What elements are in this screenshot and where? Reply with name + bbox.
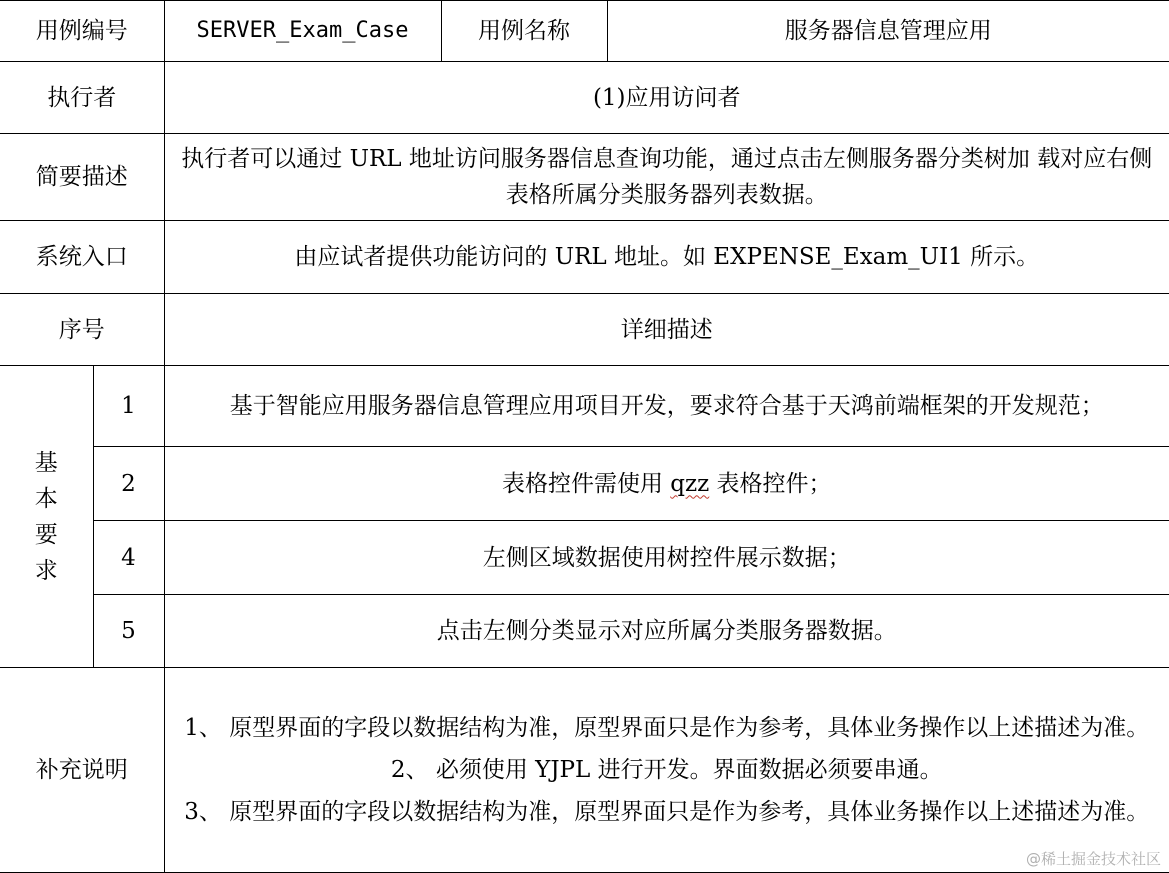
executor-label: 执行者 [0,62,164,134]
basic-row-number: 2 [93,447,164,521]
basic-row-text-after: 表格控件； [709,470,832,497]
case-id-value: SERVER_Exam_Case [164,1,441,62]
header-row [0,1,1169,62]
basic-row-text: 基于智能应用服务器信息管理应用项目开发，要求符合基于天鸿前端框架的开发规范； [164,366,1169,447]
entry-label: 系统入口 [0,221,164,294]
basic-row-text: 点击左侧分类显示对应所属分类服务器数据。 [164,595,1169,668]
basic-requirements-label: 基 本 要 求 [0,366,93,668]
entry-row [0,221,1169,294]
sequence-label: 序号 [0,294,164,366]
basic-row-text: 左侧区域数据使用树控件展示数据； [164,521,1169,595]
sequence-row [0,294,1169,366]
case-id-label: 用例编号 [0,1,164,62]
qzz-word: qzz [670,470,710,497]
summary-row [0,134,1169,221]
supplement-row [0,668,1169,873]
supplement-note: 2、 必须使用 YJPL 进行开发。界面数据必须要串通。 [390,757,943,783]
summary-value: 执行者可以通过 URL 地址访问服务器信息查询功能，通过点击左侧服务器分类树加 载对应右侧表格所属分类服务器列表数据。 [164,134,1169,221]
supplement-note: 3、 原型界面的字段以数据结构为准，原型界面只是作为参考，具体业务操作以上述描述为准。 [184,799,1150,825]
supplement-label: 补充说明 [0,668,164,873]
executor-row [0,62,1169,134]
case-name-value: 服务器信息管理应用 [607,1,1169,62]
basic-row-number: 4 [93,521,164,595]
entry-value: 由应试者提供功能访问的 URL 地址。如 EXPENSE_Exam_UI1 所示。 [164,221,1169,294]
basic-row-number: 1 [93,366,164,447]
basic-row-text-before: 表格控件需使用 [501,470,671,497]
basic-row-text [164,447,1169,521]
detail-label: 详细描述 [164,294,1169,366]
watermark: @稀土掘金技术社区 [1025,850,1161,868]
basic-row-5 [0,595,1169,668]
basic-row-1 [0,366,1169,447]
supplement-note: 1、 原型界面的字段以数据结构为准，原型界面只是作为参考，具体业务操作以上述描述为准。 [184,715,1150,741]
basic-row-number: 5 [93,595,164,668]
case-name-label: 用例名称 [441,1,607,62]
summary-label: 简要描述 [0,134,164,221]
executor-value: (1)应用访问者 [164,62,1169,134]
basic-row-2 [0,447,1169,521]
supplement-notes [164,668,1169,873]
basic-row-4 [0,521,1169,595]
